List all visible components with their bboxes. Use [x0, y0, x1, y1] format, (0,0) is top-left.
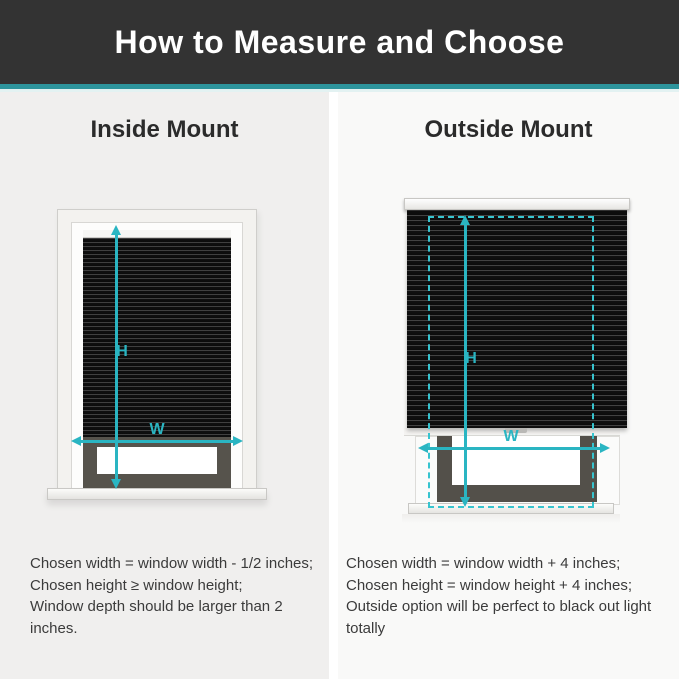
- outside-window-sill: [408, 503, 614, 514]
- header: [0, 0, 679, 84]
- inside-window-reveal: [83, 437, 231, 490]
- outside-note-width: Chosen width = window width + 4 inches;: [346, 555, 621, 572]
- outside-mount-notes: [346, 553, 676, 639]
- measure-dashed-line-bottom: [428, 506, 594, 508]
- page-title: How to Measure and Choose: [114, 23, 565, 60]
- inside-note-width: Chosen width = window width - 1/2 inches;: [30, 555, 314, 572]
- outside-width-arrow: [427, 447, 601, 450]
- outside-mount-panel: [338, 92, 679, 679]
- outside-height-label: H: [465, 350, 477, 367]
- inside-blind-headrail: [83, 230, 231, 238]
- inside-mount-notes: [30, 553, 325, 639]
- inside-note-height: Chosen height ≥ window height;: [30, 576, 243, 594]
- outside-width-label: W: [503, 428, 519, 445]
- outside-mount-title: Outside Mount: [424, 116, 593, 143]
- inside-mount-panel: [0, 92, 329, 679]
- inside-height-label: H: [116, 343, 128, 360]
- outside-blind-headrail: [404, 198, 630, 210]
- measure-dashed-line-top: [428, 216, 594, 218]
- measure-dashed-line-left: [428, 216, 430, 508]
- inside-width-arrow: [80, 440, 234, 443]
- outside-pleated-blind: [407, 210, 627, 428]
- inside-width-label: W: [149, 421, 165, 438]
- measure-dashed-line-right: [592, 216, 594, 508]
- outside-window-sill-shadow: [402, 514, 620, 523]
- inside-mount-title: Inside Mount: [90, 116, 239, 143]
- inside-note-depth: Window depth should be larger than 2 inches.: [30, 598, 283, 637]
- inside-pleated-blind: [83, 238, 231, 437]
- outside-note-height: Chosen height = window height + 4 inches;: [346, 576, 633, 594]
- outside-note-blackout: Outside option will be perfect to black out light totally: [346, 598, 652, 637]
- inside-window-sill: [47, 488, 267, 500]
